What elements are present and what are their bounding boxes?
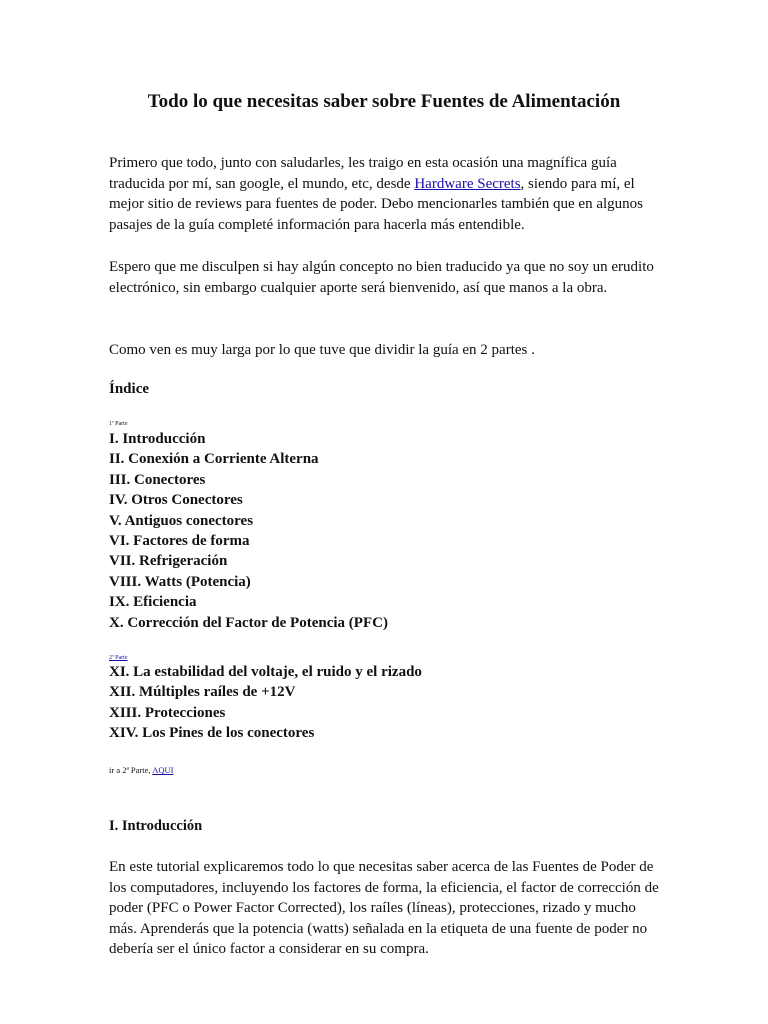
part2-toc-list	[109, 662, 422, 744]
part1-toc-list	[109, 429, 388, 633]
intro-paragraph	[109, 153, 669, 235]
part1-label: 1ª Parte	[109, 421, 128, 427]
toc-item: XIII. Protecciones	[109, 704, 226, 721]
toc-item: IV. Otros Conectores	[109, 492, 243, 509]
toc-item: II. Conexión a Corriente Alterna	[109, 451, 319, 468]
part2-label[interactable]	[109, 654, 127, 662]
apology-paragraph: Espero que me disculpen si hay algún concepto no bien traducido ya que no soy un erudito electrónico, sin embargo cualquier aporte será bienvenido, así que manos a la obra.	[109, 259, 654, 296]
aqui-link[interactable]: AQUI	[152, 765, 174, 775]
toc-item: VI. Factores de forma	[109, 533, 250, 550]
goto-part2-line	[109, 765, 173, 776]
intro-text-after-link: , siendo para mí, el mejor sitio de reviews para fuentes de poder. Debo mencionarles también que en algunos pasajes de la guía completé información para hacerla más entendible.	[109, 175, 643, 233]
toc-item: VII. Refrigeración	[109, 553, 228, 570]
section-heading-introduccion: I. Introducción	[109, 818, 203, 834]
toc-item: VIII. Watts (Potencia)	[109, 573, 251, 590]
toc-item: I. Introducción	[109, 431, 206, 447]
document-title: Todo lo que necesitas saber sobre Fuentes de Alimentación	[147, 91, 621, 112]
introduccion-paragraph: En este tutorial explicaremos todo lo que necesitas saber acerca de las Fuentes de Poder de los computadores, incluyendo los factores de forma, la eficiencia, el factor de corrección de poder (PFC o Power Factor Corrected), los raíles (líneas), protecciones, rizado y mucho más. Aprenderás que la potencia (watts) señalada en la etiqueta de una fuente de poder no debería ser el único factor a considerar en su compra.	[109, 859, 659, 957]
hardware-secrets-link[interactable]: Hardware Secrets	[414, 175, 521, 192]
index-heading: Índice	[109, 381, 150, 397]
toc-item: X. Corrección del Factor de Potencia (PFC)	[109, 614, 388, 631]
toc-item: XI. La estabilidad del voltaje, el ruido y el rizado	[109, 664, 422, 680]
intro-text-before-link: Primero que todo, junto con saludarles, les traigo en esta ocasión una magnífica guía traducida por mí, san google, el mundo, etc, desde	[109, 155, 617, 192]
toc-item: IX. Eficiencia	[109, 594, 197, 611]
toc-item: XII. Múltiples raíles de +12V	[109, 684, 296, 701]
parts-paragraph: Como ven es muy larga por lo que tuve que dividir la guía en 2 partes .	[109, 342, 535, 358]
toc-item: III. Conectores	[109, 471, 206, 488]
goto-part2-prefix: ir a 2ª Parte,	[109, 765, 153, 775]
toc-item: XIV. Los Pines de los conectores	[109, 725, 315, 742]
part2-link[interactable]: 2ª Parte	[109, 655, 128, 661]
toc-item: V. Antiguos conectores	[109, 512, 254, 529]
